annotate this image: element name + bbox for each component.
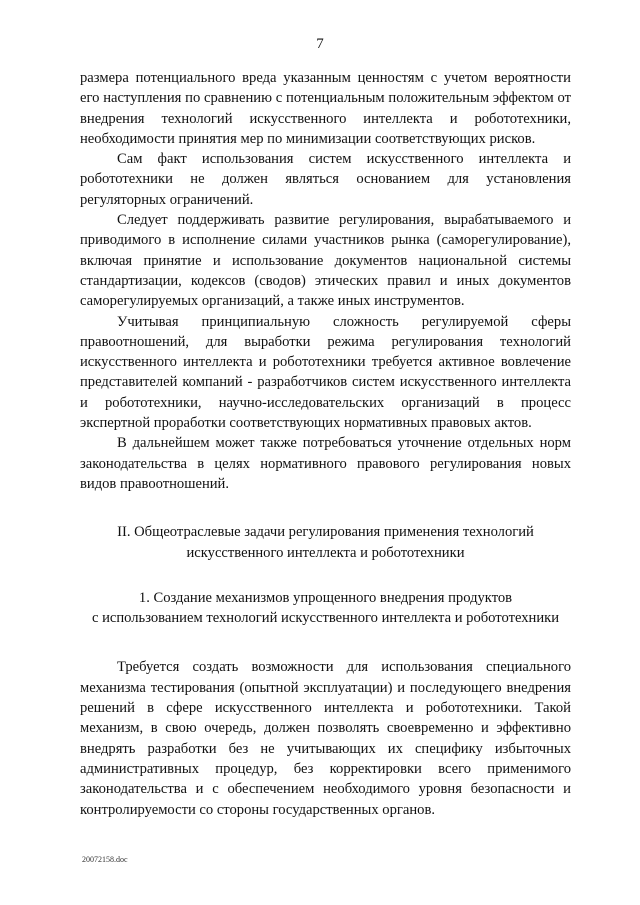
section-heading — [80, 522, 571, 563]
paragraph: Требуется создать возможности для использования специального механизма тестирования (опытной эксплуатации) и последующего внедрения решений в сфере искусственного интеллекта и робототехники. Такой механизм, в свою очередь, должен позволять своевременно и эффективно внедрять разработки без не учитывающих их специфику избыточных административных процедур, без корректировки всего применимого законодательства и с обеспечением необходимого уровня безопасности и контролируемости со стороны государственных органов. — [80, 659, 571, 818]
section-heading-line: искусственного интеллекта и робототехники — [186, 544, 465, 561]
subsection-heading-line: 1. Создание механизмов упрощенного внедрения продуктов — [138, 589, 513, 606]
subsection-heading — [80, 588, 571, 629]
paragraph: Сам факт использования систем искусственного интеллекта и робототехники не должен являться основанием для установления регуляторных ограничений. — [80, 151, 571, 208]
paragraph: В дальнейшем может также потребоваться уточнение отдельных норм законодательства в целях нормативного правового регулирования новых видов правоотношений. — [80, 435, 571, 492]
file-code: 20072158.doc — [82, 855, 128, 864]
section-heading-line: II. Общеотраслевые задачи регулирования применения технологий — [117, 524, 534, 541]
paragraph-continuation: размера потенциального вреда указанным ценностям с учетом вероятности его наступления по сравнению с потенциальным положительным эффектом от внедрения технологий искусственного интеллекта и робототехники, необходимости принятия мер по минимизации соответствующих рисков. — [80, 70, 571, 147]
page-number: 7 — [316, 36, 324, 52]
paragraph: Следует поддерживать развитие регулирования, вырабатываемого и приводимого в исполнение силами участников рынка (саморегулирование), включая принятие и использование документов национальной системы стандартизации, кодексов (сводов) этических правил и иных документов саморегулируемых организаций, а также иных инструментов. — [80, 212, 571, 310]
paragraph: Учитывая принципиальную сложность регулируемой сферы правоотношений, для выработки режима регулирования технологий искусственного интеллекта и робототехники требуется активное вовлечение представителей компаний - разработчиков систем искусственного интеллекта и робототехники, научно-исследовательских организаций в процесс экспертной проработки соответствующих нормативных правовых актов. — [80, 313, 571, 432]
document-body — [80, 68, 571, 820]
subsection-heading-line: с использованием технологий искусственного интеллекта и робототехники — [91, 610, 560, 627]
